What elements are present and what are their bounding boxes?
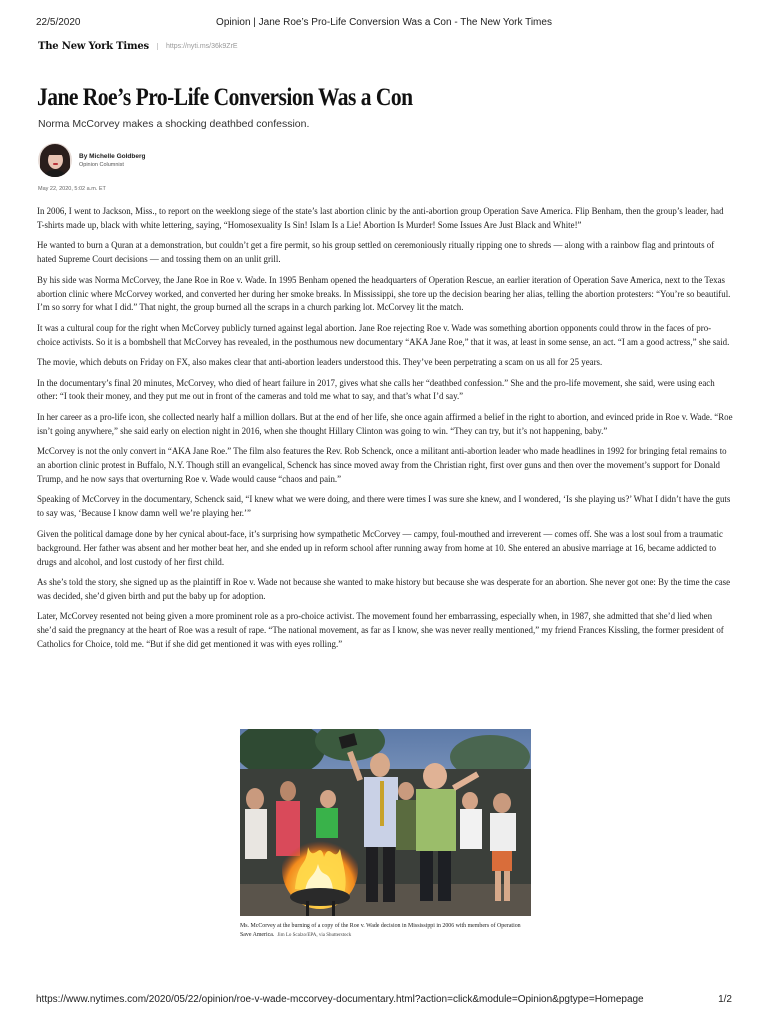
article-paragraph: In 2006, I went to Jackson, Miss., to report on the weeklong siege of the state’s last abortion clinic by the anti-abortion group Operation Save America. Flip Benham, then the group’s leader, had T-shirts made up, black with white lettering, saying, “Homosexuality Is Sin! Islam Is a Lie! Abortion Is Murder! Some Issues Are Just Black and White!”	[37, 206, 724, 230]
page-number: 1/2	[718, 994, 732, 1005]
figure-caption	[240, 922, 531, 940]
article-figure	[240, 729, 531, 940]
print-footer	[36, 994, 732, 1008]
short-url-link[interactable]: https://nyti.ms/36k9ZrE	[157, 43, 238, 50]
author-name-link[interactable]: By Michelle Goldberg	[79, 152, 146, 160]
publish-date: May 22, 2020, 5:02 a.m. ET	[38, 186, 106, 192]
article-paragraph: It was a cultural coup for the right when McCorvey publicly turned against legal abortion. Jane Roe rejecting Roe v. Wade was something abortion opponents could throw in the faces of pro-choice activists. So it is a bombshell that McCorvey has revealed, in the posthumous new documentary “AKA Jane Roe,” that it was, at least in some sense, an act. “I am a good actress,” she said.	[37, 322, 730, 347]
caption-text: Ms. McCorvey at the burning of a copy of the Roe v. Wade decision in Mississippi in 2006 with members of Operation Save America.	[240, 923, 521, 938]
article-paragraph: Later, McCorvey resented not being given a more prominent role as a pro-choice activist. The movement found her embarrassing, especially when, in 1987, she admitted that she’d lied when she’d said the pregnancy at the heart of Roe was a result of rape. “The national movement, as far as I know, she was never really mentioned,” my friend Frances Kissling, the former president of Catholics for Choice, told me. “But if she did get mentioned it was with eyes rolling.”	[37, 611, 724, 650]
article-photo[interactable]	[240, 729, 531, 916]
print-footer-url: https://www.nytimes.com/2020/05/22/opinion/roe-v-wade-mccorvey-documentary.html?action=click&module=Opinion&pgtype=Homepage	[36, 994, 644, 1005]
article-paragraph: McCorvey is not the only convert in “AKA Jane Roe.” The film also features the Rev. Rob Schenck, once a militant anti-abortion leader who made headlines in 1992 for bringing fetal remains to an abortion clinic protest in Buffalo, N.Y. Though still an evangelical, Schenck has since moved away from the Christian right, first over guns and then over the movement’s support for Donald Trump, and he now says that overturning Roe v. Wade would cause “chaos and pain.”	[37, 446, 727, 484]
article-body	[37, 205, 733, 658]
article-headline: Jane Roe’s Pro-Life Conversion Was a Con	[37, 84, 413, 111]
article-paragraph: In the documentary’s final 20 minutes, McCorvey, who died of heart failure in 2017, gives what she calls her “deathbed confession.” She and the pro-life movement, she said, were using each other: “I took their money, and they put me out in front of the cameras and told me what to say, and that’s what I’d say.”	[37, 377, 715, 402]
article-paragraph: By his side was Norma McCorvey, the Jane Roe in Roe v. Wade. In 1995 Benham opened the headquarters of Operation Rescue, an earlier iteration of Operation Save America, next to the Texas abortion clinic where McCorvey worked, and converted her during her smoke breaks. In Mississippi, she tore up the decision bearing her alias, telling the abortion protesters: “You’re so beautiful. I’m so sorry for what I did.” That night, the group burned all the scraps in a church parking lot. McCorvey lit the match.	[37, 274, 731, 313]
print-page-title: Opinion | Jane Roe’s Pro-Life Conversion Was a Con - The New York Times	[216, 17, 552, 28]
article-paragraph: Given the political damage done by her cynical about-face, it’s surprising how sympathetic McCorvey — campy, foul-mouthed and irreverent — comes off. She was a lost soul from a traumatic background. Her father was absent and her mother beat her, and she ended up in reform school after running away from home at 10. She entered an abusive marriage at 16, became addicted to drugs and alcohol, and lost custody of her first child.	[37, 528, 723, 567]
byline	[38, 143, 145, 177]
article-paragraph: He wanted to burn a Quran at a demonstration, but couldn’t get a fire permit, so his group settled on ceremoniously ritually ripping one to shreds — along with a rainbow flag and printouts of hated Supreme Court decisions — and tossing them on an unlit grill.	[37, 240, 715, 265]
article-summary: Norma McCorvey makes a shocking deathbed confession.	[38, 118, 310, 130]
print-date: 22/5/2020	[36, 17, 81, 28]
article-paragraph: As she’s told the story, she signed up as the plaintiff in Roe v. Wade not because she wanted to make history but because she was desperate for an abortion. She never got one: By the time the case was decided, she’d given birth and put the baby up for adoption.	[37, 576, 731, 601]
photo-credit: Jim Lo Scalzo/EPA, via Shutterstock	[277, 933, 352, 938]
author-avatar[interactable]	[38, 143, 72, 177]
author-role: Opinion Columnist	[79, 161, 124, 168]
article-paragraph: Speaking of McCorvey in the documentary, Schenck said, “I knew what we were doing, and there were times I was sure she knew, and I wondered, ‘Is she playing us?’ What I didn’t have the guts to say was, ‘Because I know damn well we’re playing her.’”	[37, 494, 731, 519]
print-header	[36, 17, 732, 31]
article-paragraph: The movie, which debuts on Friday on FX, also makes clear that anti-abortion leaders understood this. They’ve been perpetrating a scam on us all for 25 years.	[37, 357, 603, 368]
article-paragraph: In her career as a pro-life icon, she collected nearly half a million dollars. But at the end of her life, she once again affirmed a belief in the right to abortion, and evinced pride in Roe v. Wade. “Roe isn’t going anywhere,” she said early on election night in 2016, when she thought Hillary Clinton was going to win. “They can try, but it’s not happening, baby.”	[37, 411, 733, 436]
masthead	[38, 38, 238, 54]
nyt-logo[interactable]: The New York Times	[38, 40, 149, 52]
